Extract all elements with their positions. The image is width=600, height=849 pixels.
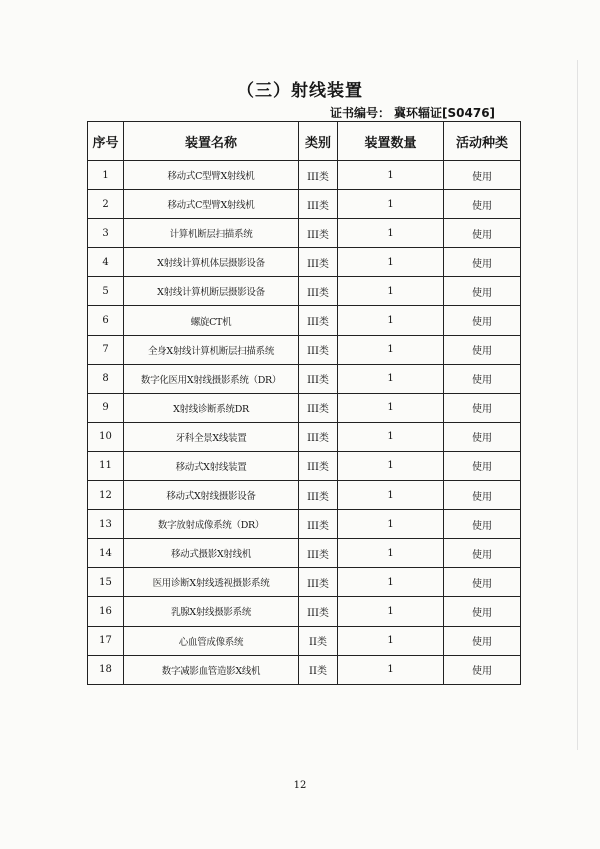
row-index: 6 xyxy=(88,306,124,335)
row-activity: 使用 xyxy=(444,161,521,190)
row-quantity: 1 xyxy=(338,597,444,626)
row-category: III类 xyxy=(299,568,338,597)
row-index: 2 xyxy=(88,190,124,219)
header-index: 序号 xyxy=(88,122,124,161)
row-quantity: 1 xyxy=(338,248,444,277)
table-row xyxy=(88,539,521,568)
certificate-label: 证书编号： xyxy=(330,106,391,120)
table-body xyxy=(88,161,521,685)
row-quantity: 1 xyxy=(338,510,444,539)
row-device-name: 乳腺X射线摄影系统 xyxy=(124,597,299,626)
row-activity: 使用 xyxy=(444,568,521,597)
page-number: 12 xyxy=(293,780,307,791)
row-device-name: 移动式X射线摄影设备 xyxy=(124,481,299,510)
row-index: 1 xyxy=(88,161,124,190)
header-activity: 活动种类 xyxy=(444,122,521,161)
row-quantity: 1 xyxy=(338,568,444,597)
row-quantity: 1 xyxy=(338,626,444,655)
row-activity: 使用 xyxy=(444,451,521,480)
row-device-name: 数字减影血管造影X线机 xyxy=(124,655,299,684)
row-device-name: 移动式C型臂X射线机 xyxy=(124,161,299,190)
row-quantity: 1 xyxy=(338,422,444,451)
row-activity: 使用 xyxy=(444,335,521,364)
row-quantity: 1 xyxy=(338,219,444,248)
row-quantity: 1 xyxy=(338,655,444,684)
row-device-name: 移动式X射线装置 xyxy=(124,451,299,480)
row-index: 4 xyxy=(88,248,124,277)
table-row xyxy=(88,597,521,626)
table-row xyxy=(88,364,521,393)
table-row xyxy=(88,219,521,248)
table-row xyxy=(88,568,521,597)
header-name: 装置名称 xyxy=(124,122,299,161)
row-device-name: X射线诊断系统DR xyxy=(124,393,299,422)
row-quantity: 1 xyxy=(338,481,444,510)
table-header-row xyxy=(88,122,521,161)
table-row xyxy=(88,451,521,480)
row-category: II类 xyxy=(299,655,338,684)
table-row xyxy=(88,655,521,684)
row-activity: 使用 xyxy=(444,655,521,684)
row-activity: 使用 xyxy=(444,539,521,568)
table-row xyxy=(88,248,521,277)
row-activity: 使用 xyxy=(444,219,521,248)
row-activity: 使用 xyxy=(444,422,521,451)
row-index: 15 xyxy=(88,568,124,597)
radiation-device-table xyxy=(87,121,521,685)
table-row xyxy=(88,277,521,306)
row-device-name: 移动式摄影X射线机 xyxy=(124,539,299,568)
row-index: 16 xyxy=(88,597,124,626)
row-activity: 使用 xyxy=(444,248,521,277)
row-index: 11 xyxy=(88,451,124,480)
table-row xyxy=(88,626,521,655)
row-category: II类 xyxy=(299,626,338,655)
certificate-number xyxy=(330,104,495,121)
row-index: 17 xyxy=(88,626,124,655)
row-category: III类 xyxy=(299,597,338,626)
row-quantity: 1 xyxy=(338,161,444,190)
row-activity: 使用 xyxy=(444,190,521,219)
row-device-name: 移动式C型臂X射线机 xyxy=(124,190,299,219)
row-index: 8 xyxy=(88,364,124,393)
row-activity: 使用 xyxy=(444,364,521,393)
certificate-value: 冀环辐证[S0476] xyxy=(394,106,496,120)
table-row xyxy=(88,422,521,451)
row-index: 18 xyxy=(88,655,124,684)
row-activity: 使用 xyxy=(444,277,521,306)
row-device-name: 数字化医用X射线摄影系统（DR） xyxy=(124,364,299,393)
row-index: 12 xyxy=(88,481,124,510)
row-category: III类 xyxy=(299,364,338,393)
row-quantity: 1 xyxy=(338,364,444,393)
row-activity: 使用 xyxy=(444,306,521,335)
row-category: III类 xyxy=(299,393,338,422)
row-device-name: 螺旋CT机 xyxy=(124,306,299,335)
row-index: 14 xyxy=(88,539,124,568)
table-row xyxy=(88,190,521,219)
table-row xyxy=(88,510,521,539)
row-category: III类 xyxy=(299,510,338,539)
row-category: III类 xyxy=(299,248,338,277)
table-row xyxy=(88,481,521,510)
row-activity: 使用 xyxy=(444,597,521,626)
row-quantity: 1 xyxy=(338,277,444,306)
row-device-name: 医用诊断X射线透视摄影系统 xyxy=(124,568,299,597)
section-title: （三）射线装置 xyxy=(237,81,363,101)
row-category: III类 xyxy=(299,481,338,510)
row-device-name: 计算机断层扫描系统 xyxy=(124,219,299,248)
row-category: III类 xyxy=(299,306,338,335)
row-activity: 使用 xyxy=(444,481,521,510)
row-category: III类 xyxy=(299,539,338,568)
row-index: 3 xyxy=(88,219,124,248)
row-index: 9 xyxy=(88,393,124,422)
row-quantity: 1 xyxy=(338,306,444,335)
row-device-name: 心血管成像系统 xyxy=(124,626,299,655)
row-category: III类 xyxy=(299,219,338,248)
row-category: III类 xyxy=(299,277,338,306)
header-quantity: 装置数量 xyxy=(338,122,444,161)
header-category: 类别 xyxy=(299,122,338,161)
row-quantity: 1 xyxy=(338,451,444,480)
row-device-name: X射线计算机断层摄影设备 xyxy=(124,277,299,306)
table-row xyxy=(88,161,521,190)
table-row xyxy=(88,306,521,335)
row-quantity: 1 xyxy=(338,335,444,364)
row-category: III类 xyxy=(299,422,338,451)
row-category: III类 xyxy=(299,451,338,480)
row-device-name: 牙科全景X线装置 xyxy=(124,422,299,451)
row-index: 5 xyxy=(88,277,124,306)
row-index: 10 xyxy=(88,422,124,451)
row-quantity: 1 xyxy=(338,539,444,568)
row-index: 7 xyxy=(88,335,124,364)
row-index: 13 xyxy=(88,510,124,539)
scan-edge-line xyxy=(577,60,578,750)
row-quantity: 1 xyxy=(338,190,444,219)
row-activity: 使用 xyxy=(444,393,521,422)
row-category: III类 xyxy=(299,161,338,190)
row-quantity: 1 xyxy=(338,393,444,422)
row-activity: 使用 xyxy=(444,510,521,539)
row-device-name: 全身X射线计算机断层扫描系统 xyxy=(124,335,299,364)
table-row xyxy=(88,393,521,422)
row-category: III类 xyxy=(299,335,338,364)
row-activity: 使用 xyxy=(444,626,521,655)
row-device-name: 数字放射成像系统（DR） xyxy=(124,510,299,539)
row-device-name: X射线计算机体层摄影设备 xyxy=(124,248,299,277)
row-category: III类 xyxy=(299,190,338,219)
table-row xyxy=(88,335,521,364)
